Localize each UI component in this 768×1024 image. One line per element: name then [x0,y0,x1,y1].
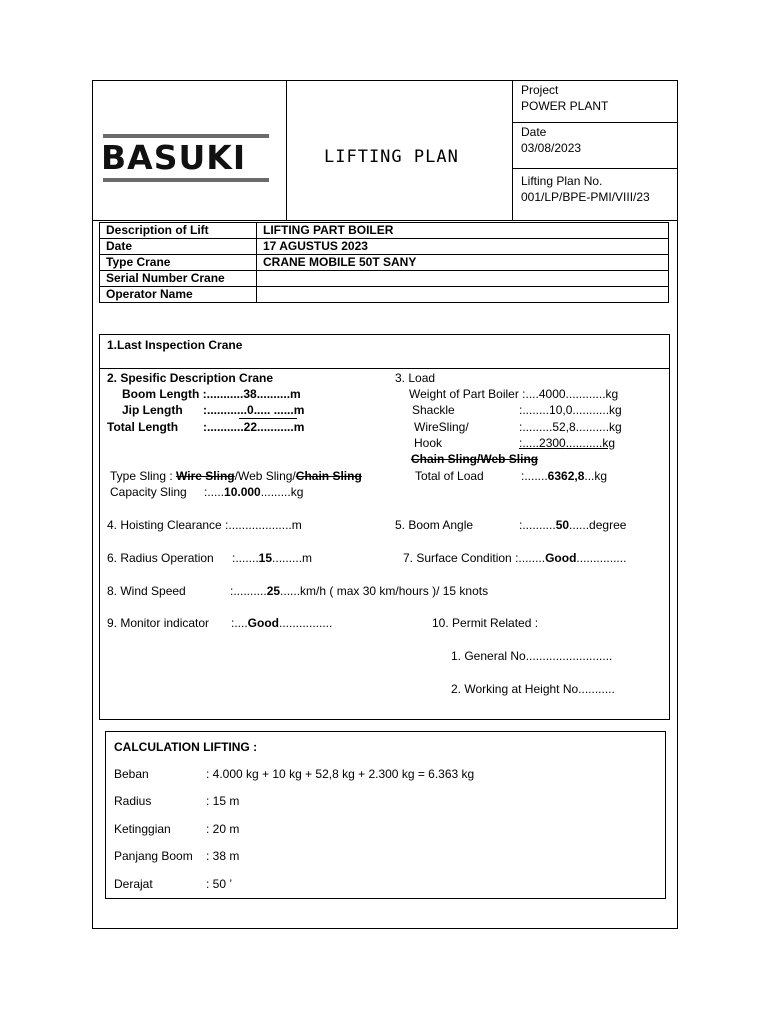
header-bottom-line [92,220,678,221]
boom-length-label: Boom Length : [122,387,207,401]
jip-length-label: Jip Length [122,403,183,417]
plan-no-label: Lifting Plan No. [521,174,603,188]
weight-label: Weight of Part Boiler :.... [409,387,539,401]
capacity-sling-line [204,485,303,499]
weight-line [409,387,618,401]
calculation-title: CALCULATION LIFTING : [114,740,258,754]
header-divider-1 [286,80,287,220]
last-inspection-label: 1.Last Inspection Crane [107,338,243,352]
document-title: LIFTING PLAN [324,147,459,167]
total-length-value: 22 [243,420,258,434]
surface-label: 7. Surface Condition :........ [403,551,546,565]
chain-web-sling: Chain Sling/Web Sling [411,452,539,466]
type-sling-web: /Web Sling/ [234,469,296,483]
header-cell-line-2 [512,168,678,169]
weight-value: 4000 [538,387,566,401]
load-title: 3. Load [395,371,436,385]
capacity-sling-label: Capacity Sling [110,485,187,499]
calculation-box [105,731,666,899]
radius-rest: .........m [272,551,313,565]
date-value: 03/08/2023 [521,141,582,155]
logo-bar-bottom [103,178,269,182]
shackle-line [519,403,622,417]
calc-value: : 15 m [206,794,240,808]
wind-value: 25 [266,584,281,598]
total-length-label: Total Length [107,420,179,434]
radius-sep: :....... [232,551,259,565]
project-value: POWER PLANT [521,99,609,113]
boom-length-line [122,387,301,401]
info-value: LIFTING PART BOILER [257,223,669,239]
jip-length-sep: :............ [203,403,248,417]
capacity-rest: .........kg [260,485,304,499]
total-load-label: Total of Load [415,469,484,483]
info-value [257,271,669,287]
calc-value: : 38 m [206,849,240,863]
info-label: Serial Number Crane [100,271,257,287]
surface-condition-line [403,551,626,565]
info-label: Date [100,239,257,255]
hook-line [519,436,615,450]
wiresling-value: 52,8 [552,420,576,434]
logo-text: BASUKI [101,138,247,177]
surface-value: Good [545,551,577,565]
total-load-line [521,469,607,483]
wind-speed-label: 8. Wind Speed [107,584,186,598]
boom-length-value: 38 [243,387,257,401]
boom-angle-sep: :.......... [519,518,556,532]
radius-value: 15 [258,551,273,565]
table-row [100,271,669,287]
lift-info-table [99,222,669,303]
header-divider-2 [512,80,513,220]
total-load-sep: :....... [521,469,548,483]
boom-angle-line [519,518,626,532]
boom-length-rest: ..........m [256,387,301,401]
boom-angle-value: 50 [555,518,570,532]
calc-label: Panjang Boom [114,849,193,863]
shackle-sep: :........ [519,403,550,417]
date-label: Date [521,125,547,139]
jip-length-value: 0 [247,403,254,417]
shackle-value: 10,0 [549,403,573,417]
total-length-sep: :........... [203,420,244,434]
type-sling-wire: Wire Sling [176,469,235,483]
type-sling-label: Type Sling : [110,469,173,483]
calc-value: : 50 ’ [206,877,233,891]
calc-label: Beban [114,767,149,781]
info-label: Operator Name [100,287,257,303]
total-load-value: 6362,8 [547,469,585,483]
calc-label: Derajat [114,877,153,891]
type-sling-line [110,469,362,483]
table-row [100,223,669,239]
hook-label: Hook [414,436,443,450]
radius-operation-label: 6. Radius Operation [107,551,214,565]
total-length-rest: ...........m [257,420,305,434]
hoisting-clearance: 4. Hoisting Clearance :...................m [107,518,302,532]
info-label: Type Crane [100,255,257,271]
monitor-sep: :.... [231,616,248,630]
crane-description-title: 2. Spesific Description Crane [107,371,274,385]
inspection-row-line [99,368,670,369]
shackle-rest: ...........kg [572,403,622,417]
info-value: CRANE MOBILE 50T SANY [257,255,669,271]
calc-label: Radius [114,794,152,808]
boom-angle-rest: ......degree [569,518,627,532]
info-label: Description of Lift [100,223,257,239]
radius-operation-line [232,551,312,565]
surface-rest: ............... [576,551,627,565]
jip-length-line [203,403,304,417]
monitor-indicator-line [231,616,332,630]
wind-speed-line [230,584,488,598]
type-sling-chain: Chain Sling [295,469,362,483]
project-label: Project [521,83,559,97]
calc-value: : 4.000 kg + 10 kg + 52,8 kg + 2.300 kg = 6.363 kg [206,767,475,781]
company-logo [103,134,271,182]
info-value [257,287,669,303]
calc-label: Ketinggian [114,822,171,836]
table-row [100,255,669,271]
boom-length-dots: ........... [206,387,244,401]
wiresling-line [519,420,622,434]
info-value: 17 AGUSTUS 2023 [257,239,669,255]
capacity-sep: :..... [204,485,225,499]
wiresling-rest: ..........kg [575,420,622,434]
header-cell-line-1 [512,122,678,123]
jip-length-rest: ..... ......m [253,403,305,417]
hook-rest: ...........kg [565,436,616,450]
monitor-value: Good [247,616,279,630]
wind-rest: ......km/h ( max 30 km/hours )/ 15 knots [280,584,489,598]
capacity-value: 10.000 [224,485,261,499]
hook-value: 2300 [539,436,566,450]
permit-working-height: 2. Working at Height No........... [451,682,615,696]
monitor-indicator-label: 9. Monitor indicator [107,616,210,630]
wiresling-sep: :......... [519,420,553,434]
calc-value: : 20 m [206,822,240,836]
total-load-rest: ...kg [584,469,608,483]
permit-related-label: 10. Permit Related : [432,616,539,630]
monitor-rest: ................ [279,616,333,630]
wiresling-label: WireSling/ [414,420,469,434]
weight-rest: ............kg [565,387,619,401]
total-length-line [203,420,304,434]
permit-general: 1. General No.......................... [451,649,613,663]
boom-angle-label: 5. Boom Angle [395,518,474,532]
shackle-label: Shackle [412,403,455,417]
plan-no-value: 001/LP/BPE-PMI/VIII/23 [521,190,650,204]
wind-sep: :.......... [230,584,267,598]
hook-sep: :..... [519,436,540,450]
table-row [100,287,669,303]
jip-length-underline [239,418,297,419]
table-row [100,239,669,255]
